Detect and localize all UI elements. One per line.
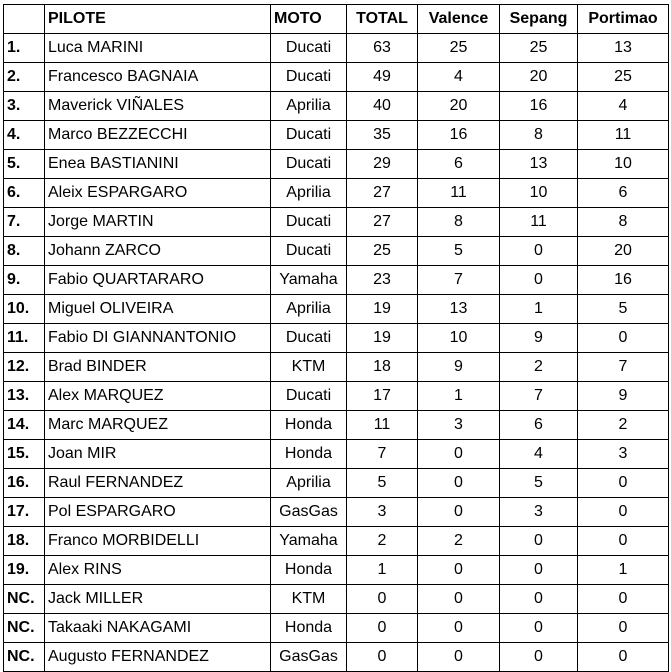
total-cell: 1: [347, 556, 418, 585]
position-cell: 13.: [4, 382, 45, 411]
total-cell: 5: [347, 469, 418, 498]
position-cell: 4.: [4, 121, 45, 150]
moto-cell: Ducati: [271, 34, 347, 63]
valence-cell: 0: [418, 614, 500, 643]
portimao-cell: 0: [578, 643, 669, 672]
portimao-cell: 25: [578, 63, 669, 92]
sepang-cell: 0: [500, 266, 578, 295]
sepang-cell: 7: [500, 382, 578, 411]
valence-cell: 20: [418, 92, 500, 121]
sepang-cell: 0: [500, 614, 578, 643]
position-cell: 19.: [4, 556, 45, 585]
valence-cell: 3: [418, 411, 500, 440]
valence-cell: 25: [418, 34, 500, 63]
valence-cell: 0: [418, 498, 500, 527]
total-cell: 23: [347, 266, 418, 295]
sepang-cell: 9: [500, 324, 578, 353]
sepang-cell: 10: [500, 179, 578, 208]
valence-cell: 0: [418, 585, 500, 614]
valence-cell: 2: [418, 527, 500, 556]
table-row: [4, 34, 669, 63]
pilote-cell: Enea BASTIANINI: [45, 150, 271, 179]
table-row: [4, 208, 669, 237]
moto-cell: Ducati: [271, 237, 347, 266]
position-cell: 18.: [4, 527, 45, 556]
total-cell: 29: [347, 150, 418, 179]
sepang-cell: 3: [500, 498, 578, 527]
sepang-cell: 11: [500, 208, 578, 237]
sepang-cell: 6: [500, 411, 578, 440]
position-cell: 1.: [4, 34, 45, 63]
standings-table: [3, 4, 669, 672]
pilote-cell: Francesco BAGNAIA: [45, 63, 271, 92]
pilote-cell: Marc MARQUEZ: [45, 411, 271, 440]
header-row: [4, 5, 669, 34]
table-row: [4, 121, 669, 150]
total-cell: 17: [347, 382, 418, 411]
sepang-cell: 20: [500, 63, 578, 92]
header-pilote: PILOTE: [45, 5, 271, 34]
table-row: [4, 527, 669, 556]
moto-cell: KTM: [271, 585, 347, 614]
moto-cell: GasGas: [271, 498, 347, 527]
portimao-cell: 0: [578, 614, 669, 643]
moto-cell: Yamaha: [271, 266, 347, 295]
portimao-cell: 7: [578, 353, 669, 382]
valence-cell: 0: [418, 469, 500, 498]
portimao-cell: 20: [578, 237, 669, 266]
moto-cell: Ducati: [271, 63, 347, 92]
table-row: [4, 498, 669, 527]
valence-cell: 9: [418, 353, 500, 382]
moto-cell: Aprilia: [271, 295, 347, 324]
valence-cell: 4: [418, 63, 500, 92]
valence-cell: 16: [418, 121, 500, 150]
table-row: [4, 266, 669, 295]
total-cell: 18: [347, 353, 418, 382]
total-cell: 40: [347, 92, 418, 121]
portimao-cell: 0: [578, 324, 669, 353]
moto-cell: Ducati: [271, 121, 347, 150]
pilote-cell: Maverick VIÑALES: [45, 92, 271, 121]
pilote-cell: Marco BEZZECCHI: [45, 121, 271, 150]
portimao-cell: 0: [578, 585, 669, 614]
total-cell: 19: [347, 324, 418, 353]
pilote-cell: Augusto FERNANDEZ: [45, 643, 271, 672]
total-cell: 0: [347, 643, 418, 672]
total-cell: 25: [347, 237, 418, 266]
table-row: [4, 324, 669, 353]
position-cell: 5.: [4, 150, 45, 179]
table-row: [4, 556, 669, 585]
position-cell: NC.: [4, 643, 45, 672]
sepang-cell: 0: [500, 556, 578, 585]
total-cell: 35: [347, 121, 418, 150]
table-row: [4, 237, 669, 266]
valence-cell: 11: [418, 179, 500, 208]
total-cell: 2: [347, 527, 418, 556]
table-row: [4, 92, 669, 121]
valence-cell: 0: [418, 440, 500, 469]
position-cell: 10.: [4, 295, 45, 324]
position-cell: 2.: [4, 63, 45, 92]
table-row: [4, 643, 669, 672]
pilote-cell: Brad BINDER: [45, 353, 271, 382]
portimao-cell: 16: [578, 266, 669, 295]
table-row: [4, 179, 669, 208]
sepang-cell: 4: [500, 440, 578, 469]
pilote-cell: Jorge MARTIN: [45, 208, 271, 237]
table-row: [4, 614, 669, 643]
position-cell: NC.: [4, 585, 45, 614]
portimao-cell: 6: [578, 179, 669, 208]
position-cell: 14.: [4, 411, 45, 440]
table-row: [4, 440, 669, 469]
pilote-cell: Miguel OLIVEIRA: [45, 295, 271, 324]
valence-cell: 1: [418, 382, 500, 411]
portimao-cell: 5: [578, 295, 669, 324]
moto-cell: Aprilia: [271, 92, 347, 121]
header-valence: Valence: [418, 5, 500, 34]
position-cell: 9.: [4, 266, 45, 295]
moto-cell: Ducati: [271, 324, 347, 353]
total-cell: 0: [347, 614, 418, 643]
position-cell: NC.: [4, 614, 45, 643]
valence-cell: 10: [418, 324, 500, 353]
moto-cell: Honda: [271, 440, 347, 469]
valence-cell: 0: [418, 643, 500, 672]
pilote-cell: Franco MORBIDELLI: [45, 527, 271, 556]
valence-cell: 8: [418, 208, 500, 237]
total-cell: 19: [347, 295, 418, 324]
portimao-cell: 0: [578, 498, 669, 527]
valence-cell: 7: [418, 266, 500, 295]
sepang-cell: 5: [500, 469, 578, 498]
portimao-cell: 10: [578, 150, 669, 179]
portimao-cell: 1: [578, 556, 669, 585]
moto-cell: Honda: [271, 556, 347, 585]
moto-cell: Ducati: [271, 382, 347, 411]
valence-cell: 5: [418, 237, 500, 266]
total-cell: 0: [347, 585, 418, 614]
moto-cell: Aprilia: [271, 469, 347, 498]
sepang-cell: 0: [500, 527, 578, 556]
position-cell: 17.: [4, 498, 45, 527]
portimao-cell: 9: [578, 382, 669, 411]
header-sepang: Sepang: [500, 5, 578, 34]
portimao-cell: 2: [578, 411, 669, 440]
total-cell: 49: [347, 63, 418, 92]
pilote-cell: Raul FERNANDEZ: [45, 469, 271, 498]
position-cell: 3.: [4, 92, 45, 121]
position-cell: 12.: [4, 353, 45, 382]
pilote-cell: Pol ESPARGARO: [45, 498, 271, 527]
moto-cell: Ducati: [271, 150, 347, 179]
table-row: [4, 585, 669, 614]
total-cell: 11: [347, 411, 418, 440]
total-cell: 27: [347, 179, 418, 208]
valence-cell: 13: [418, 295, 500, 324]
portimao-cell: 0: [578, 527, 669, 556]
pilote-cell: Fabio DI GIANNANTONIO: [45, 324, 271, 353]
moto-cell: Honda: [271, 614, 347, 643]
position-cell: 16.: [4, 469, 45, 498]
moto-cell: Aprilia: [271, 179, 347, 208]
total-cell: 7: [347, 440, 418, 469]
table-row: [4, 150, 669, 179]
portimao-cell: 3: [578, 440, 669, 469]
table-row: [4, 411, 669, 440]
header-portimao: Portimao: [578, 5, 669, 34]
header-position: [4, 5, 45, 34]
moto-cell: GasGas: [271, 643, 347, 672]
table-row: [4, 295, 669, 324]
moto-cell: Yamaha: [271, 527, 347, 556]
total-cell: 3: [347, 498, 418, 527]
pilote-cell: Takaaki NAKAGAMI: [45, 614, 271, 643]
table-row: [4, 469, 669, 498]
portimao-cell: 0: [578, 469, 669, 498]
valence-cell: 6: [418, 150, 500, 179]
sepang-cell: 1: [500, 295, 578, 324]
valence-cell: 0: [418, 556, 500, 585]
position-cell: 8.: [4, 237, 45, 266]
sepang-cell: 0: [500, 643, 578, 672]
position-cell: 15.: [4, 440, 45, 469]
table-row: [4, 382, 669, 411]
pilote-cell: Johann ZARCO: [45, 237, 271, 266]
position-cell: 11.: [4, 324, 45, 353]
position-cell: 6.: [4, 179, 45, 208]
pilote-cell: Jack MILLER: [45, 585, 271, 614]
portimao-cell: 4: [578, 92, 669, 121]
header-total: TOTAL: [347, 5, 418, 34]
pilote-cell: Joan MIR: [45, 440, 271, 469]
table-row: [4, 353, 669, 382]
position-cell: 7.: [4, 208, 45, 237]
moto-cell: Honda: [271, 411, 347, 440]
table-row: [4, 63, 669, 92]
pilote-cell: Luca MARINI: [45, 34, 271, 63]
pilote-cell: Aleix ESPARGARO: [45, 179, 271, 208]
portimao-cell: 13: [578, 34, 669, 63]
portimao-cell: 8: [578, 208, 669, 237]
sepang-cell: 13: [500, 150, 578, 179]
table-body: [4, 34, 669, 672]
portimao-cell: 11: [578, 121, 669, 150]
moto-cell: Ducati: [271, 208, 347, 237]
sepang-cell: 8: [500, 121, 578, 150]
sepang-cell: 25: [500, 34, 578, 63]
header-moto: MOTO: [271, 5, 347, 34]
sepang-cell: 2: [500, 353, 578, 382]
total-cell: 27: [347, 208, 418, 237]
moto-cell: KTM: [271, 353, 347, 382]
pilote-cell: Fabio QUARTARARO: [45, 266, 271, 295]
pilote-cell: Alex MARQUEZ: [45, 382, 271, 411]
pilote-cell: Alex RINS: [45, 556, 271, 585]
sepang-cell: 0: [500, 585, 578, 614]
total-cell: 63: [347, 34, 418, 63]
sepang-cell: 0: [500, 237, 578, 266]
sepang-cell: 16: [500, 92, 578, 121]
